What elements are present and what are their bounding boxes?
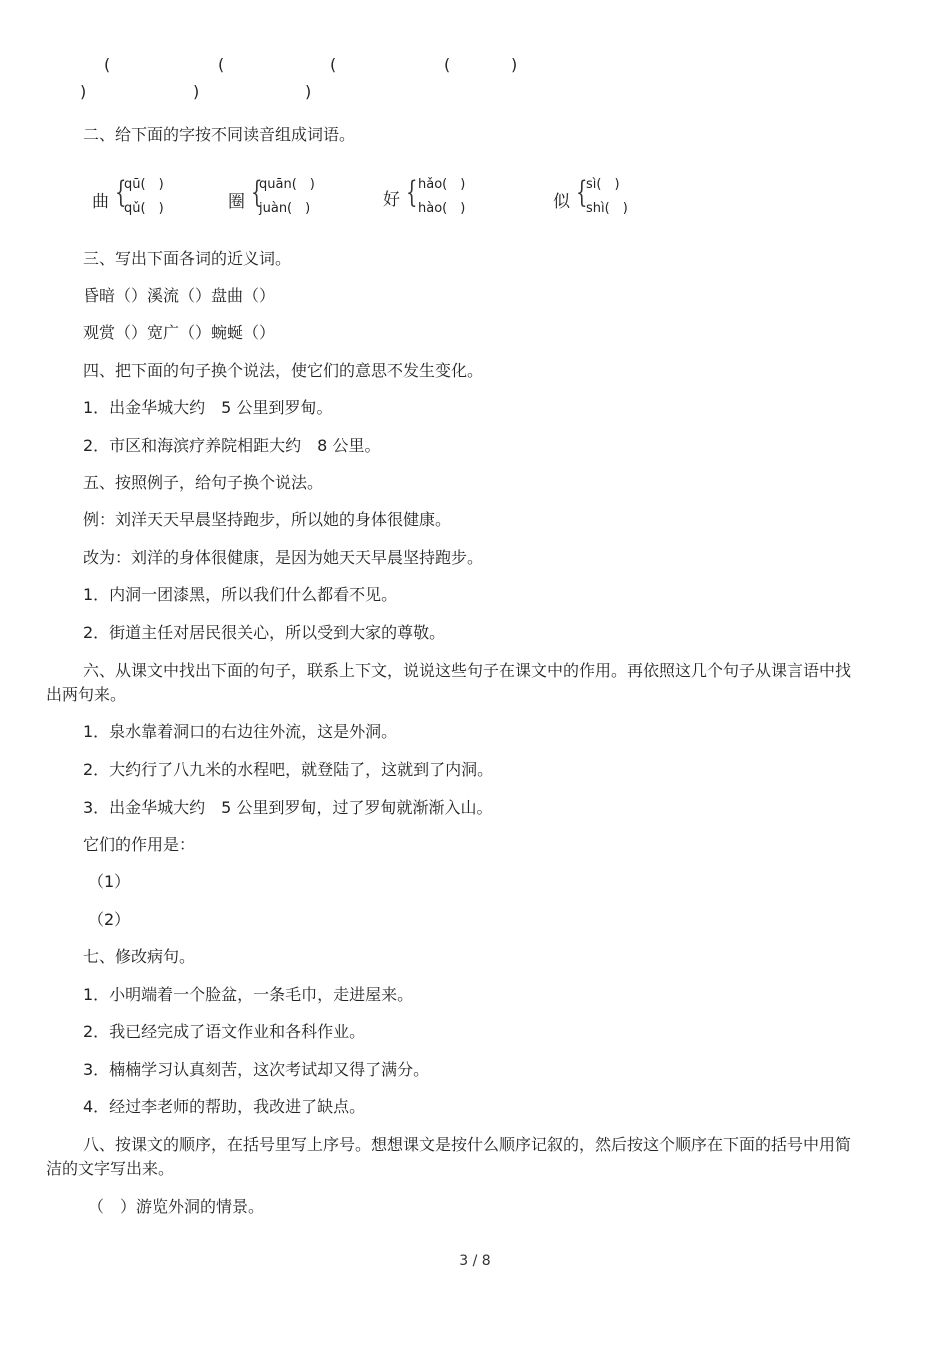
paren-open-4: ( (444, 55, 451, 74)
page-number: 3 / 8 (459, 1253, 491, 1269)
question-item: 1．出金华城大约 5 公里到罗甸。 (83, 398, 333, 417)
paren-open-3: ( (330, 55, 337, 74)
paren-close-4: ) (511, 55, 518, 74)
question-item: 1．小明端着一个脸盆，一条毛巾，走进屋来。 (83, 985, 414, 1004)
polyphone-char: 圈 (228, 192, 245, 212)
brace-icon: { (115, 175, 127, 210)
reading-2: qǔ( ) (124, 201, 164, 216)
reading-1: qū( ) (124, 177, 164, 192)
paren-open-2: ( (218, 55, 225, 74)
question-item: 4．经过李老师的帮助，我改进了缺点。 (83, 1097, 366, 1116)
paren-open-1: ( (104, 55, 111, 74)
question-item: 3．楠楠学习认真刻苦，这次考试却又得了满分。 (83, 1060, 430, 1079)
section-8-title: 八、按课文的顺序，在括号里写上序号。想想课文是按什么顺序记叙的，然后按这个顺序在下面的括号中用简洁的文字写出来。 (46, 1135, 852, 1178)
answer-slot: （1） (88, 872, 131, 891)
section-7-title: 七、修改病句。 (83, 947, 196, 966)
question-item: 1．泉水靠着洞口的右边往外流，这是外洞。 (83, 722, 398, 741)
reading-2: hào( ) (418, 201, 466, 216)
paren-close-1: ) (80, 82, 87, 101)
reading-1: sì( ) (586, 177, 620, 192)
section-4-title: 四、把下面的句子换个说法，使它们的意思不发生变化。 (83, 361, 484, 380)
function-prompt: 它们的作用是： (83, 835, 196, 854)
brace-icon: { (576, 175, 588, 210)
synonym-line: 观赏（）宽广（）蜿蜒（） (83, 323, 276, 342)
ordering-item: （ ）游览外洞的情景。 (88, 1197, 265, 1216)
section-3-title: 三、写出下面各词的近义词。 (83, 249, 292, 268)
reading-1: quān( ) (259, 177, 315, 192)
question-item: 2．大约行了八九米的水程吧，就登陆了，这就到了内洞。 (83, 760, 494, 779)
answer-slot: （2） (88, 910, 131, 929)
polyphone-char: 好 (383, 190, 400, 210)
question-item: 2．市区和海滨疗养院相距大约 8 公里。 (83, 436, 381, 455)
section-6-title: 六、从课文中找出下面的句子，联系上下文，说说这些句子在课文中的作用。再依照这几个句子从课言语中找出两句来。 (46, 661, 852, 704)
synonym-line: 昏暗（）溪流（）盘曲（） (83, 286, 276, 305)
paren-close-3: ) (305, 82, 312, 101)
section-2-title: 二、给下面的字按不同读音组成词语。 (83, 125, 356, 144)
question-item: 2．我已经完成了语文作业和各科作业。 (83, 1022, 366, 1041)
polyphone-char: 似 (553, 192, 570, 212)
question-item: 3．出金华城大约 5 公里到罗甸，过了罗甸就渐渐入山。 (83, 798, 493, 817)
paren-close-2: ) (193, 82, 200, 101)
brace-icon: { (251, 175, 263, 210)
question-item: 1．内洞一团漆黑，所以我们什么都看不见。 (83, 585, 398, 604)
polyphone-char: 曲 (92, 192, 109, 212)
reading-1: hǎo( ) (418, 177, 466, 192)
reading-2: juàn( ) (259, 201, 311, 216)
example-changed: 改为：刘洋的身体很健康，是因为她天天早晨坚持跑步。 (83, 548, 484, 567)
section-5-title: 五、按照例子，给句子换个说法。 (83, 473, 324, 492)
brace-icon: { (406, 175, 418, 210)
question-item: 2．街道主任对居民很关心，所以受到大家的尊敬。 (83, 623, 446, 642)
reading-2: shì( ) (586, 201, 628, 216)
example-sentence: 例：刘洋天天早晨坚持跑步，所以她的身体很健康。 (83, 510, 452, 529)
